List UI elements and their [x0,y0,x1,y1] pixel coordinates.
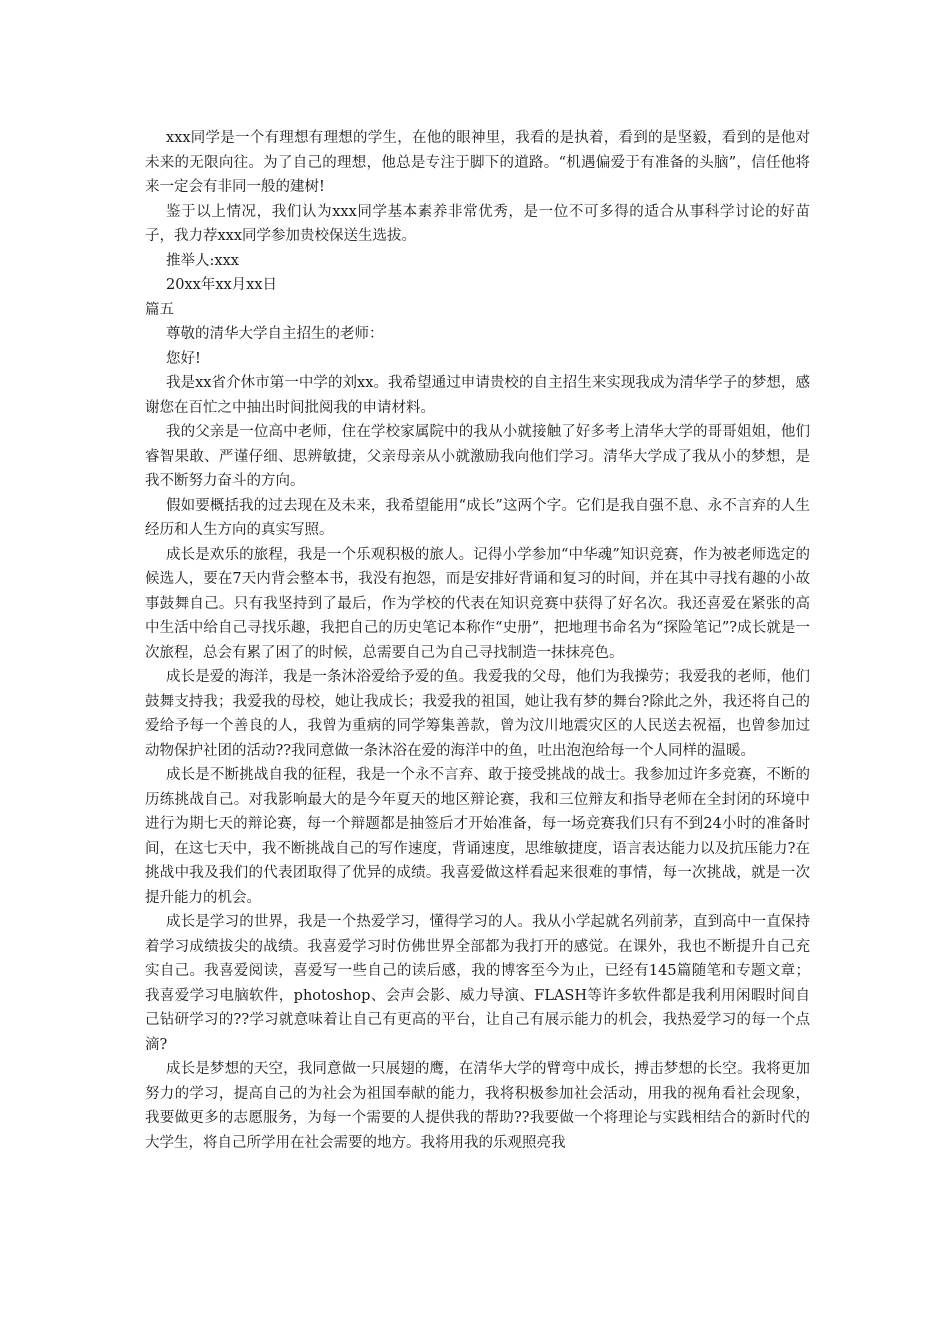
letter-greeting: 您好! [166,350,201,367]
paragraph-growth-journey: 成长是欢乐的旅程，我是一个乐观积极的旅人。记得小学参加“中华魂”知识竞赛，作为被老师选定的候选人，要在7天内背会整本书，我没有抱怨，而是安排好背诵和复习的时间，并在其中寻找有趣的小故事鼓舞自己。只有我坚持到了最后，作为学校的代表在知识竞赛中获得了好名次。我还喜爱在紧张的高中生活中给自己寻找乐趣，我把自己的历史笔记本称作“史册”，把地理书命名为“探险笔记”?成长就是一次旅程，总会有累了困了的时候，总需要自己为自己寻找制造一抹抹亮色。 [145,546,810,661]
paragraph-growth-love: 成长是爱的海洋，我是一条沐浴爱给予爱的鱼。我爱我的父母，他们为我操劳；我爱我的老师，他们鼓舞支持我；我爱我的母校，她让我成长；我爱我的祖国，她让我有梦的舞台?除此之外，我还将自己的爱给予每一个善良的人，我曾为重病的同学筹集善款，曾为汶川地震灾区的人民送去祝福，也曾参加过动物保护社团的活动??我同意做一条沐浴在爱的海洋中的鱼，吐出泡泡给每一个人同样的温暖。 [145,669,810,759]
letter-salutation: 尊敬的清华大学自主招生的老师： [166,326,384,342]
paragraph-recommendation-praise: xxx同学是一个有理想有理想的学生，在他的眼神里，我看的是执着，看到的是坚毅，看到的是他对未来的无限向往。为了自己的理想，他总是专注于脚下的道路。“机遇偏爱于有准备的头脑”，信任他将来一定会有非同一般的建树! [145,130,810,195]
paragraph-growth-dream: 成长是梦想的天空，我同意做一只展翅的鹰，在清华大学的臂弯中成长，搏击梦想的长空。我将更加努力的学习，提高自己的为社会为祖国奉献的能力，我将积极参加社会活动，用我的视角看社会现象，我要做更多的志愿服务，为每一个需要的人提供我的帮助??我要做一个将理论与实践相结合的新时代的大学生，将自己所学用在社会需要的地方。我将用我的乐观照亮我 [145,1061,810,1151]
paragraph-family-background: 我的父亲是一位高中老师，住在学校家属院中的我从小就接触了好多考上清华大学的哥哥姐姐，他们睿智果敢、严谨仔细、思辨敏捷，父亲母亲从小就激励我向他们学习。清华大学成了我从小的梦想，是我不断努力奋斗的方向。 [145,424,810,489]
recommender-signature: 推举人:xxx [166,252,239,269]
paragraph-growth-challenge: 成长是不断挑战自我的征程，我是一个永不言弃、敢于接受挑战的战士。我参加过许多竞赛，不断的历练挑战自己。对我影响最大的是今年夏天的地区辩论赛，我和三位辩友和指导老师在全封闭的环境中进行为期七天的辩论赛，每一个辩题都是抽签后才开始准备，每一场竞赛我们只有不到24小时的准备时间，在这七天中，我不断挑战自己的写作速度，背诵速度，思维敏捷度，语言表达能力以及抗压能力?在挑战中我及我们的代表团取得了优异的成绩。我喜爱做这样看起来很难的事情，每一次挑战，就是一次提升能力的机会。 [145,767,810,906]
paragraph-growth-learning: 成长是学习的世界，我是一个热爱学习，懂得学习的人。我从小学起就名列前茅，直到高中一直保持着学习成绩拔尖的战绩。我喜爱学习时仿佛世界全部都为我打开的感觉。在课外，我也不断提升自己充实自己。我喜爱阅读，喜爱写一些自己的读后感，我的博客至今为止，已经有145篇随笔和专题文章；我喜爱学习电脑软件，photoshop、会声会影、威力导演、FLASH等许多软件都是我利用闲暇时间自己钻研学习的??学习就意味着让自己有更高的平台，让自己有展示能力的机会，我热爱学习的每一个点滴? [145,914,810,1053]
paragraph-recommendation-conclusion: 鉴于以上情况，我们认为xxx同学基本素养非常优秀，是一位不可多得的适合从事科学讨论的好苗子，我力荐xxx同学参加贵校保送生选拔。 [145,203,810,244]
paragraph-introduction: 我是xx省介休市第一中学的刘xx。我希望通过申请贵校的自主招生来实现我成为清华学子的梦想，感谢您在百忙之中抽出时间批阅我的申请材料。 [145,375,810,416]
section-heading: 篇五 [145,301,174,318]
document-page [145,126,810,1155]
paragraph-growth-theme: 假如要概括我的过去现在及未来，我希望能用“成长”这两个字。它们是我自强不息、永不言弃的人生经历和人生方向的真实写照。 [145,497,810,538]
signature-date: 20xx年xx月xx日 [166,277,278,293]
